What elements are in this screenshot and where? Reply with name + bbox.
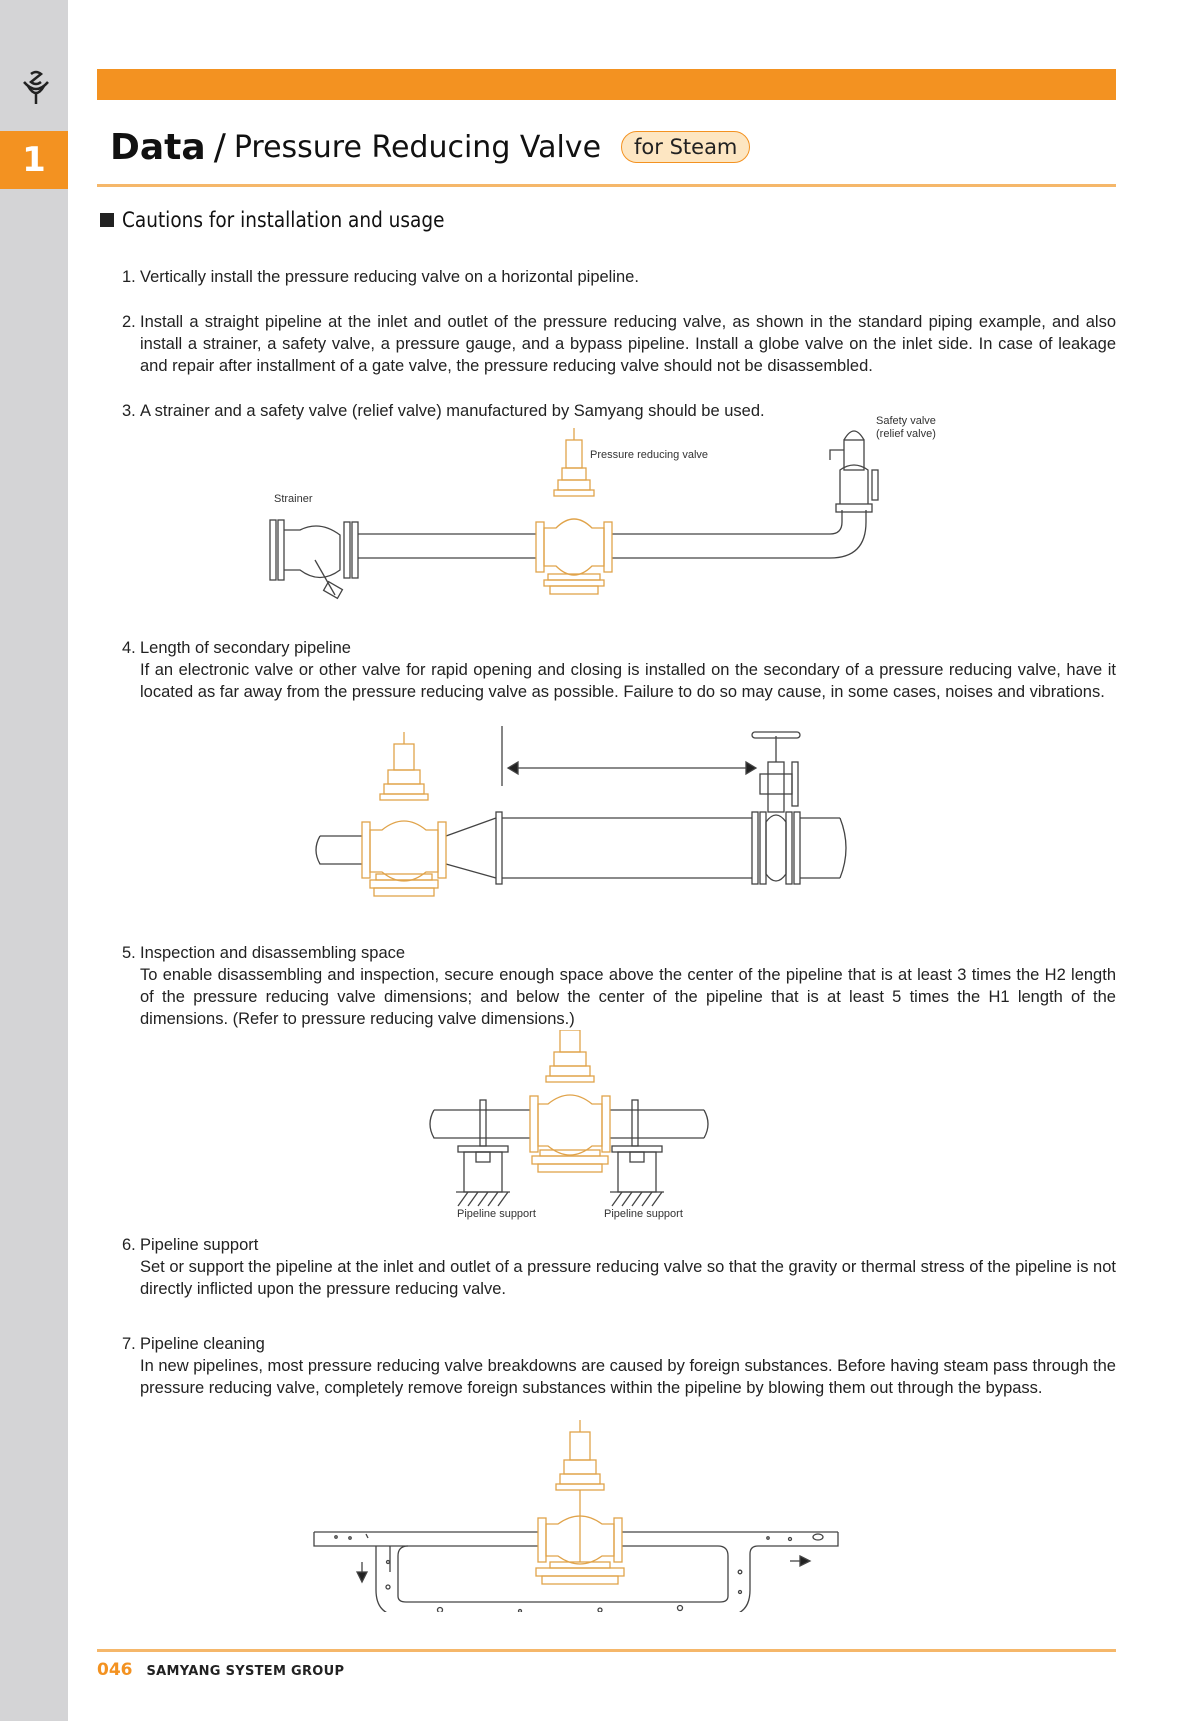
item-body: Install a straight pipeline at the inlet and outlet of the pressure reducing valve, as shown in the standard piping example, and also install a strainer, a safety valve, a pressure gauge, and a bypass pipeline. Install a globe valve on the inlet side. In case of leakage and repair after installment of a gate valve, the pressure reducing valve should not be disassembled. bbox=[140, 313, 1116, 375]
list-item bbox=[122, 1333, 1116, 1399]
item-body: In new pipelines, most pressure reducing valve breakdowns are caused by foreign substances. Before having steam pass through the pressure reducing valve, completely remove foreign substances within the pipeline by blowing them out through the bypass. bbox=[140, 1357, 1116, 1397]
page-number: 046 bbox=[97, 1660, 133, 1680]
list-item bbox=[122, 942, 1116, 1030]
footer-rule bbox=[97, 1649, 1116, 1652]
item-heading: Inspection and disassembling space bbox=[140, 944, 406, 962]
item-body: Set or support the pipeline at the inlet and outlet of a pressure reducing valve so that the gravity or thermal stress of the pipeline is not directly inflicted upon the pressure reducing valve. bbox=[140, 1258, 1116, 1298]
title-rule bbox=[97, 184, 1116, 187]
section-heading bbox=[100, 208, 488, 232]
item-number: 2. bbox=[122, 313, 136, 331]
item-number: 7. bbox=[122, 1335, 136, 1353]
item-number: 5. bbox=[122, 944, 136, 962]
title-slash: / bbox=[213, 126, 226, 168]
list-item bbox=[122, 311, 1116, 377]
item-number: 1. bbox=[122, 268, 136, 286]
page-title bbox=[110, 122, 750, 172]
pipeline-support-diagram bbox=[420, 1030, 720, 1226]
item-number: 6. bbox=[122, 1236, 136, 1254]
label-prv: Pressure reducing valve bbox=[590, 449, 709, 461]
title-badge: for Steam bbox=[621, 131, 750, 163]
item-body: If an electronic valve or other valve for rapid opening and closing is installed on the secondary of a pressure reducing valve, have it located as far away from the pressure reducing valve as possible. Failure to do so may cause, in some cases, noises and vibrations. bbox=[140, 661, 1116, 701]
item-heading: Pipeline support bbox=[140, 1236, 259, 1254]
bullet-square-icon bbox=[100, 213, 114, 227]
company-logo-icon bbox=[16, 66, 56, 106]
list-item bbox=[122, 1234, 1116, 1300]
item-number: 4. bbox=[122, 639, 136, 657]
label-support-right: Pipeline support bbox=[604, 1208, 683, 1220]
item-body: A strainer and a safety valve (relief valve) manufactured by Samyang should be used. bbox=[140, 402, 765, 420]
list-item bbox=[122, 637, 1116, 703]
list-item bbox=[122, 266, 1116, 288]
title-main: Data bbox=[110, 126, 206, 168]
company-name: SAMYANG SYSTEM GROUP bbox=[146, 1664, 345, 1679]
item-number: 3. bbox=[122, 402, 136, 420]
header-bar bbox=[97, 69, 1116, 100]
label-support-left: Pipeline support bbox=[457, 1208, 536, 1220]
footer bbox=[97, 1660, 344, 1680]
label-relief-valve: (relief valve) bbox=[876, 428, 936, 440]
pipeline-cleaning-diagram bbox=[300, 1412, 860, 1612]
standard-piping-diagram bbox=[260, 410, 960, 610]
item-body: Vertically install the pressure reducing valve on a horizontal pipeline. bbox=[140, 268, 639, 286]
section-title: Cautions for installation and usage bbox=[122, 208, 445, 232]
item-heading: Pipeline cleaning bbox=[140, 1335, 265, 1353]
title-sub: Pressure Reducing Valve bbox=[233, 129, 602, 165]
label-safety-valve: Safety valve bbox=[876, 415, 936, 427]
sidebar bbox=[0, 0, 68, 1721]
chapter-number: 1 bbox=[0, 131, 68, 189]
label-strainer: Strainer bbox=[274, 493, 313, 505]
item-heading: Length of secondary pipeline bbox=[140, 639, 351, 657]
item-body: To enable disassembling and inspection, secure enough space above the center of the pipeline that is at least 3 times the H2 length of the pressure reducing valve dimensions; and below the center of the pipeline that is at least 5 times the H1 length of the dimensions. (Refer to pressure reducing valve dimensions.) bbox=[140, 966, 1116, 1028]
secondary-pipeline-diagram bbox=[300, 726, 860, 906]
